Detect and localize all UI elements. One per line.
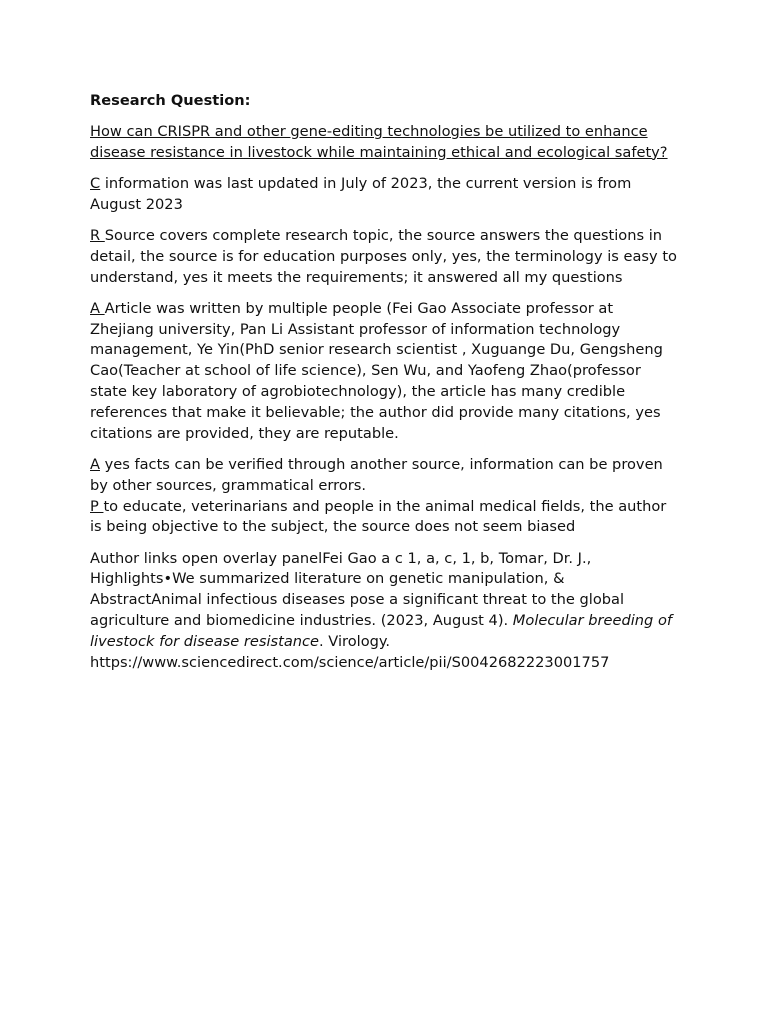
accuracy-text: yes facts can be verified through another source, information can be proven by other sources, grammatical errors. bbox=[90, 455, 663, 494]
authority-letter: A bbox=[90, 299, 105, 317]
citation-lead: Author links open overlay panelFei Gao a c 1, a, c, 1, b, Tomar, Dr. J., Highlights•We summarized literature on genetic manipulation, & AbstractAnimal infectious diseases pose a significant threat to the global agriculture and biomedicine industries. (2023, August 4). bbox=[90, 549, 625, 630]
relevance-letter: R bbox=[90, 226, 105, 244]
authority-paragraph bbox=[90, 299, 680, 445]
authority-text: Article was written by multiple people (Fei Gao Associate professor at Zhejiang university, Pan Li Assistant professor of information technology management, Ye Yin(PhD senior research scientist , Xuguange Du, Gengsheng Cao(Teacher at school of life science), Sen Wu, and Yaofeng Zhao(professor state key laboratory of agrobiotechnology), the article has many credible references that make it believable; the author did provide many citations, yes citations are provided, they are reputable. bbox=[90, 299, 663, 442]
citation-url: https://www.sciencedirect.com/science/article/pii/S0042682223001757 bbox=[90, 653, 610, 671]
currency-paragraph bbox=[90, 174, 680, 216]
purpose-letter: P bbox=[90, 497, 104, 515]
citation-paragraph bbox=[90, 549, 680, 674]
relevance-paragraph bbox=[90, 226, 680, 288]
purpose-text: to educate, veterinarians and people in the animal medical fields, the author is being objective to the subject, the source does not seem biased bbox=[90, 497, 667, 536]
currency-text: information was last updated in July of 2023, the current version is from August 2023 bbox=[90, 174, 632, 213]
research-question-heading: Research Question: bbox=[90, 92, 251, 109]
citation-journal: . Virology. bbox=[319, 632, 391, 650]
research-question-text bbox=[90, 122, 680, 164]
currency-letter: C bbox=[90, 174, 101, 192]
citation-title: Molecular breeding of livestock for disease resistance bbox=[90, 612, 673, 650]
document-body bbox=[90, 91, 680, 684]
accuracy-letter: A bbox=[90, 455, 100, 473]
accuracy-paragraph bbox=[90, 455, 680, 497]
purpose-paragraph bbox=[90, 497, 680, 539]
research-question-underlined: How can CRISPR and other gene-editing technologies be utilized to enhance disease resistance in livestock while maintaining ethical and ecological safety? bbox=[90, 122, 668, 161]
relevance-text: Source covers complete research topic, the source answers the questions in detail, the source is for education purposes only, yes, the terminology is easy to understand, yes it meets the requirements; it answered all my questions bbox=[90, 226, 677, 286]
